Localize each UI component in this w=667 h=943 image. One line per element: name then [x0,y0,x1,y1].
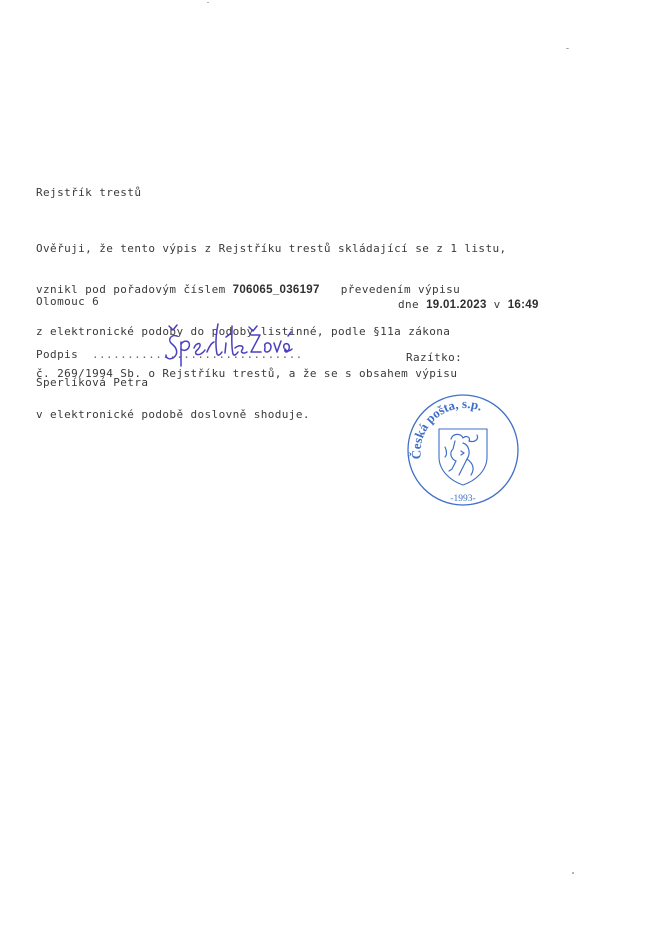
signature-label: Podpis [36,348,79,361]
issue-place: Olomouc 6 [36,295,100,308]
stamp-year: -1993- [450,494,476,504]
time-prefix: v [486,298,508,311]
issue-date-line [398,298,539,312]
signature-dotted-line: .............................. [92,348,303,361]
czech-post-stamp [403,391,525,509]
verification-line-4: č. 269/1994 Sb. o Rejstříku trestů, a že se s obsahem výpisu [36,366,458,380]
issue-time: 16:49 [507,299,539,311]
serial-number: 706065_036197 [232,283,320,296]
stamp-outer-ring [408,395,518,505]
verification-line-5: v elektronické podobě doslovně shoduje. [36,408,310,422]
verification-line-1: Ověřuji, že tento výpis z Rejstříku trestů skládající se z 1 listu, [36,241,507,255]
issue-date: 19.01.2023 [426,299,487,311]
verification-line-3: z elektronické podoby do podoby listinné, podle §11a zákona [36,325,451,339]
scan-speck [572,872,574,874]
handwritten-signature [163,322,293,368]
verification-line-2-start: vznikl pod pořadovým číslem [36,282,233,296]
stamp-label: Razítko: [406,351,463,364]
lion-icon [445,434,478,475]
stamp-text: Česká pošta, s.p. [408,396,485,460]
date-prefix: dne [398,298,427,311]
register-heading: Rejstřík trestů [36,186,142,199]
scan-speck [207,2,209,3]
scan-speck [566,48,569,49]
verification-line-2 [36,283,507,298]
verification-line-2-end: převedením výpisu [319,282,461,296]
signatory-name: Šperlíková Petra [36,376,149,389]
